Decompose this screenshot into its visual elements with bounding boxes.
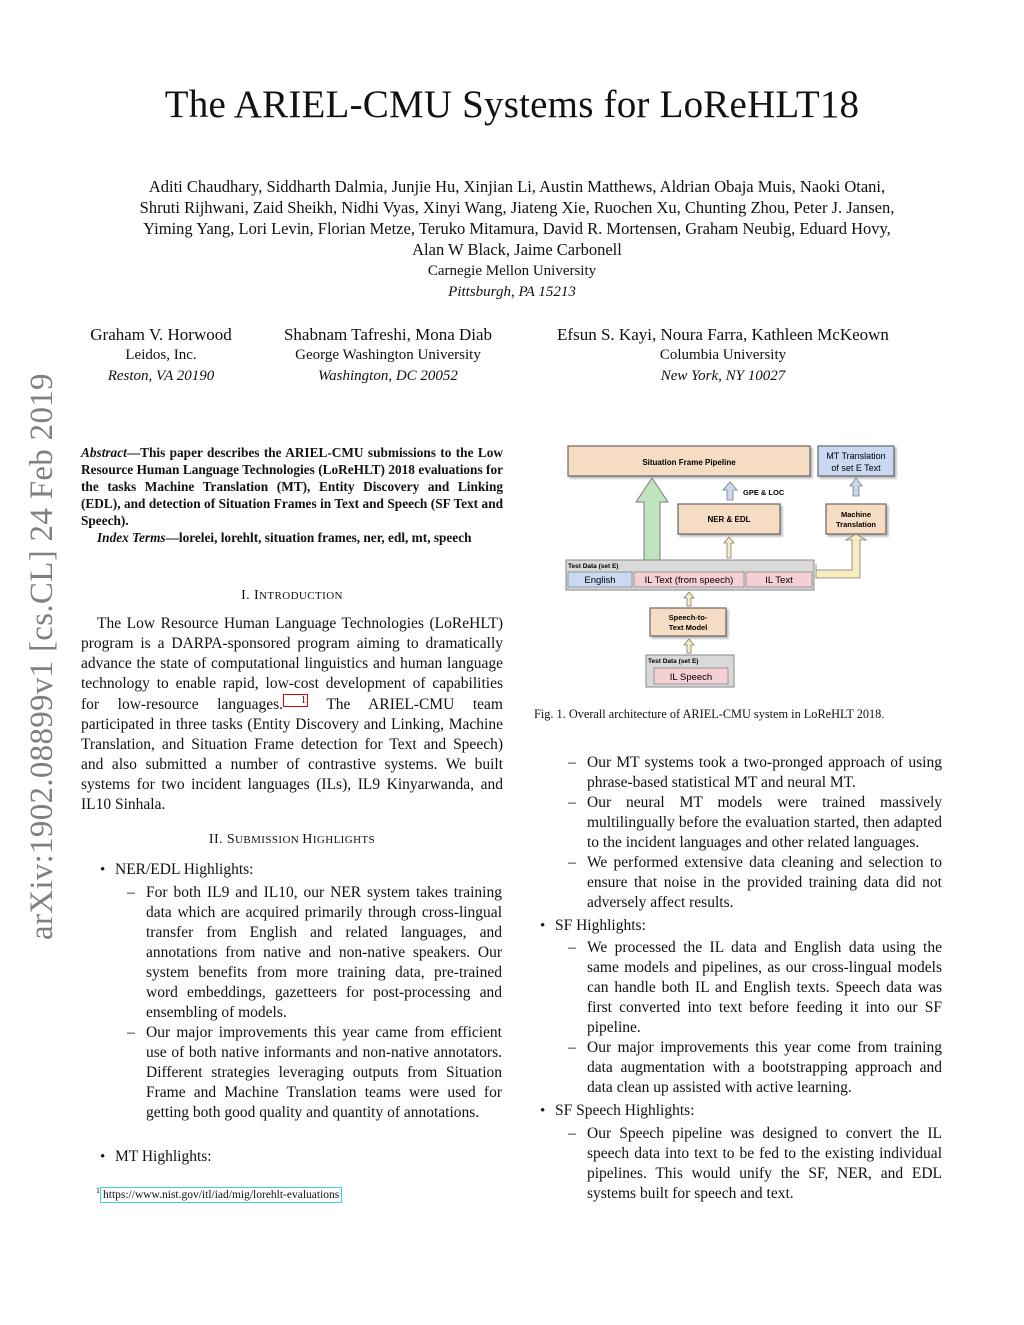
- list-item: – Our major improvements this year come from training data augmentation with a bootstrapping approach and data clean up assisted with active learning.: [568, 1039, 942, 1096]
- coauthor-affiliation: Leidos, Inc.: [125, 347, 197, 363]
- machine-label: Machine: [840, 510, 872, 519]
- bullet-dot: •: [100, 862, 106, 878]
- arrow-up-ner: [724, 537, 734, 558]
- test-data-label: Test Data (set E): [648, 658, 699, 665]
- abstract-text: —This paper describes the ARIEL-CMU submissions to the Low Resource Human Language Technologies (LoReHLT) 2018 evaluations for the tasks Machine Translation (MT), Entity Discovery and Linking (EDL), and detection of Situation Frames in Text and Speech (SF Text and Speech).: [81, 445, 503, 528]
- coauthor-block-columbia: [528, 324, 918, 387]
- list-item: – Our MT systems took a two-pronged approach of using phrase-based statistical MT and neural MT.: [568, 754, 942, 791]
- author-line: Alan W Black, Jaime Carbonell: [412, 240, 622, 259]
- il-text-label: IL Text: [765, 575, 793, 586]
- bullet-heading: SF Highlights:: [555, 917, 646, 934]
- situation-frame-pipeline-box: [568, 446, 810, 476]
- coauthor-block-gwu: [262, 324, 514, 387]
- dash-marker: –: [568, 939, 576, 956]
- list-item: – Our Speech pipeline was designed to convert the IL speech data into text to be fed to the existing individual pipelines. This would unify the SF, NER, and EDL systems built for speech and text.: [568, 1125, 942, 1202]
- dash-marker: –: [568, 754, 576, 771]
- footnote-link[interactable]: https://www.nist.gov/itl/iad/mig/lorehlt-evaluations: [100, 1187, 342, 1203]
- footnote-mark: 1: [96, 1186, 100, 1195]
- bullet-sf-speech: [540, 1101, 943, 1121]
- index-terms-label: Index Terms: [97, 530, 166, 545]
- coauthor-affiliation: Columbia University: [659, 347, 787, 363]
- dash-marker: –: [568, 1039, 576, 1056]
- dash-marker: –: [568, 794, 576, 811]
- cmu-affiliation: Carnegie Mellon University: [427, 263, 597, 279]
- list-item: – Our major improvements this year came from efficient use of both native informants and non-native annotators. Different strategies leveraging outputs from Situation Frame and Machine Translation teams were used for getting both good quality and quantity of annotations.: [127, 1024, 502, 1121]
- ner-edl-box: [678, 504, 780, 534]
- bullet-ner-edl: [100, 860, 503, 880]
- mt-translation-box: [818, 446, 894, 476]
- abstract-body: [81, 444, 503, 529]
- introduction-paragraph: The Low Resource Human Language Technologies (LoReHLT) program is a DARPA-sponsored program aiming to dramatically advance the state of computational linguistics and human language technology to enable rapid, low-cost development of capabilities for low-resource languages. 1 The ARIEL-CMU team participated in three tasks (Entity Discovery and Linking, Machine Translation, and Situation Frame detection for Text and Speech) and also submitted a number of contrastive systems. We built systems for two incident languages (ILs), IL9 Kinyarwanda, and IL10 Sinhala.: [81, 615, 503, 814]
- il-text-from-speech-label: IL Text (from speech): [644, 575, 734, 586]
- author-line: Aditi Chaudhary, Siddharth Dalmia, Junjie Hu, Xinjian Li, Austin Matthews, Aldrian Obaja Muis, Naoki Otani,: [148, 177, 886, 196]
- test-data-label: Test Data (set E): [568, 563, 619, 570]
- dash-marker: –: [568, 854, 576, 871]
- gpe-loc-label: GPE & LOC: [743, 488, 785, 497]
- speech-to-text-box: [650, 608, 726, 636]
- author-list: [60, 176, 974, 260]
- bullet-heading: SF Speech Highlights:: [555, 1102, 695, 1119]
- figure-caption: Fig. 1. Overall architecture of ARIEL-CMU system in LoReHLT 2018.: [534, 707, 885, 721]
- english-label: English: [584, 575, 616, 586]
- coauthor-block-leidos: [70, 324, 252, 387]
- list-item: – We performed extensive data cleaning and selection to ensure that noise in the provided training data did not adversely affect results.: [568, 854, 942, 911]
- coauthor-address: Washington, DC 20052: [318, 368, 458, 384]
- bullet-heading: MT Highlights:: [115, 1148, 212, 1165]
- bullet-dot: •: [540, 918, 546, 934]
- speech-to-label: Speech-to-: [668, 613, 708, 622]
- il-speech-label: IL Speech: [669, 672, 713, 683]
- author-line: Yiming Yang, Lori Levin, Florian Metze, Teruko Mitamura, David R. Mortensen, Graham Neubig, Eduard Hovy,: [143, 219, 891, 238]
- coauthor-names: Efsun S. Kayi, Noura Farra, Kathleen McKeown: [557, 325, 889, 344]
- arrow-up-mt: [850, 478, 862, 496]
- test-data-set-e-speech-group: [646, 655, 734, 687]
- coauthor-names: Graham V. Horwood: [90, 325, 232, 344]
- mt-translation-label: of set E Text: [831, 463, 881, 473]
- bullet-dot: •: [100, 1149, 106, 1165]
- list-item: – We processed the IL data and English data using the same models and pipelines, as our cross-lingual models can handle both IL and English texts. Speech data was first converted into text before feeding it into our SF pipeline.: [568, 939, 942, 1036]
- list-item: – For both IL9 and IL10, our NER system takes training data which are acquired primarily through cross-lingual transfer from English and related languages, and annotations from native and non-native speakers. Our system benefits from more training data, pre-trained word embeddings, gazetteers for post-processing and ensembling of models.: [127, 884, 502, 1021]
- machine-translation-box: [826, 504, 886, 534]
- index-terms-text: —lorelei, lorehlt, situation frames, ner, edl, mt, speech: [165, 530, 472, 545]
- coauthor-address: Reston, VA 20190: [107, 368, 215, 384]
- index-terms: [81, 529, 503, 546]
- arrow-up-il-speech: [684, 639, 694, 653]
- bullet-mt: [100, 1147, 503, 1167]
- abstract: [81, 444, 503, 546]
- dash-marker: –: [127, 1024, 135, 1041]
- coauthor-names: Shabnam Tafreshi, Mona Diab: [283, 325, 493, 344]
- arxiv-stamp: arXiv:1902.08899v1 [cs.CL] 24 Feb 2019: [24, 373, 60, 940]
- coauthor-address: New York, NY 10027: [660, 368, 786, 384]
- footnote: [96, 1186, 342, 1201]
- bullet-sf: [540, 916, 943, 936]
- footnote-reference[interactable]: 1: [283, 694, 308, 707]
- arrow-elbow-mt: [816, 534, 866, 578]
- section-heading-highlights: II. SUBMISSION HIGHLIGHTS: [208, 832, 376, 847]
- coauthor-affiliation: George Washington University: [295, 347, 481, 363]
- arrow-up-speech: [684, 592, 694, 606]
- test-data-set-e-group: [566, 560, 814, 590]
- author-line: Shruti Rijhwani, Zaid Sheikh, Nidhi Vyas, Xinyi Wang, Jiateng Xie, Ruochen Xu, Chunting Zhou, Peter J. Jansen,: [139, 198, 895, 217]
- text-model-label: Text Model: [668, 623, 708, 632]
- sf-pipeline-label: Situation Frame Pipeline: [642, 458, 736, 467]
- arrow-up-large: [636, 478, 668, 560]
- translation-label: Translation: [835, 520, 877, 529]
- arrow-up-gpe: [723, 482, 737, 500]
- dash-marker: –: [568, 1125, 576, 1142]
- list-item: – Our neural MT models were trained massively multilingually before the evaluation started, then adapted to the incident languages and other related languages.: [568, 794, 942, 851]
- abstract-label: Abstract: [81, 445, 127, 460]
- section-heading-introduction: I. INTRODUCTION: [241, 588, 343, 603]
- paper-title: The ARIEL-CMU Systems for LoReHLT18: [164, 83, 860, 126]
- mt-translation-label: MT Translation: [826, 451, 886, 461]
- bullet-dot: •: [540, 1103, 546, 1119]
- architecture-diagram: [560, 440, 910, 695]
- bullet-heading: NER/EDL Highlights:: [115, 861, 254, 878]
- dash-marker: –: [127, 884, 135, 901]
- ner-edl-label: NER & EDL: [707, 515, 751, 524]
- cmu-address: Pittsburgh, PA 15213: [448, 284, 576, 300]
